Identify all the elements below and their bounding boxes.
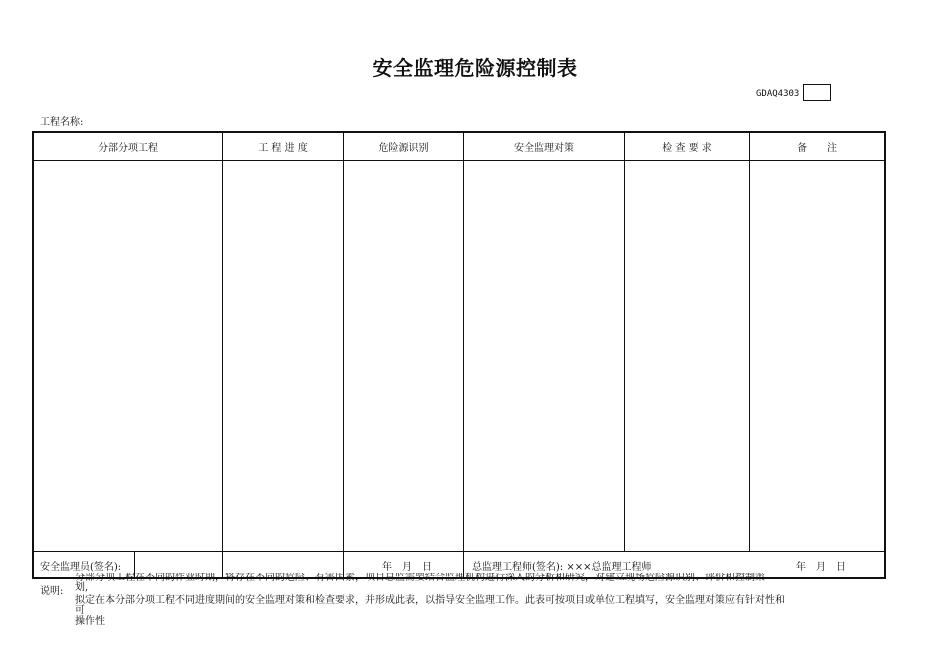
signature-divider [34,551,884,552]
column-divider [222,133,223,579]
header-progress: 工 程 进 度 [258,143,308,154]
header-safety-measures: 安全监理对策 [514,143,574,154]
header-divider [34,160,884,161]
form-code-box[interactable] [803,84,831,101]
header-sub-project: 分部分项工程 [98,143,158,154]
inspector-signature-label: 安全监理员(签名): [40,562,122,573]
inspector-signature-date: 年 月 日 [382,562,432,573]
column-divider [463,133,464,579]
page-title: 安全监理危险源控制表 [372,56,578,80]
chief-engineer-signature-label: 总监理工程师(签名): ×××总监理工程师 [472,562,652,573]
header-remarks: 备 注 [797,143,837,154]
form-code: GDAQ4303 [756,89,800,99]
note-line: 可 [75,605,85,616]
notes-section [40,573,890,625]
header-hazard-identification: 危险源识别 [378,143,429,154]
column-divider [624,133,625,552]
column-divider [749,133,750,552]
notes-label: 说明: [40,586,64,597]
header-inspection-requirements: 检 查 要 求 [662,143,712,154]
column-divider [343,133,344,579]
control-table [32,131,886,579]
note-line: 操作性 [75,616,105,625]
note-line: 划, [75,582,89,593]
note-line: 拟定在本分部分项工程不同进度期间的安全监理对策和检查要求，并形成此表，以指导安全监理工作。此表可按项目或单位工程填写，安全监理对策应有针对性和 [75,595,785,606]
project-name-label: 工程名称: [40,117,84,128]
note-line: 分部分项工程在不同的作业时期，将存在不同的危险、有害因素，项目总监需要结合监理机构进行深入的分析和研究，对建立现场危险源识别、评价和控制策 [75,573,765,583]
chief-engineer-signature-date: 年 月 日 [796,562,846,573]
